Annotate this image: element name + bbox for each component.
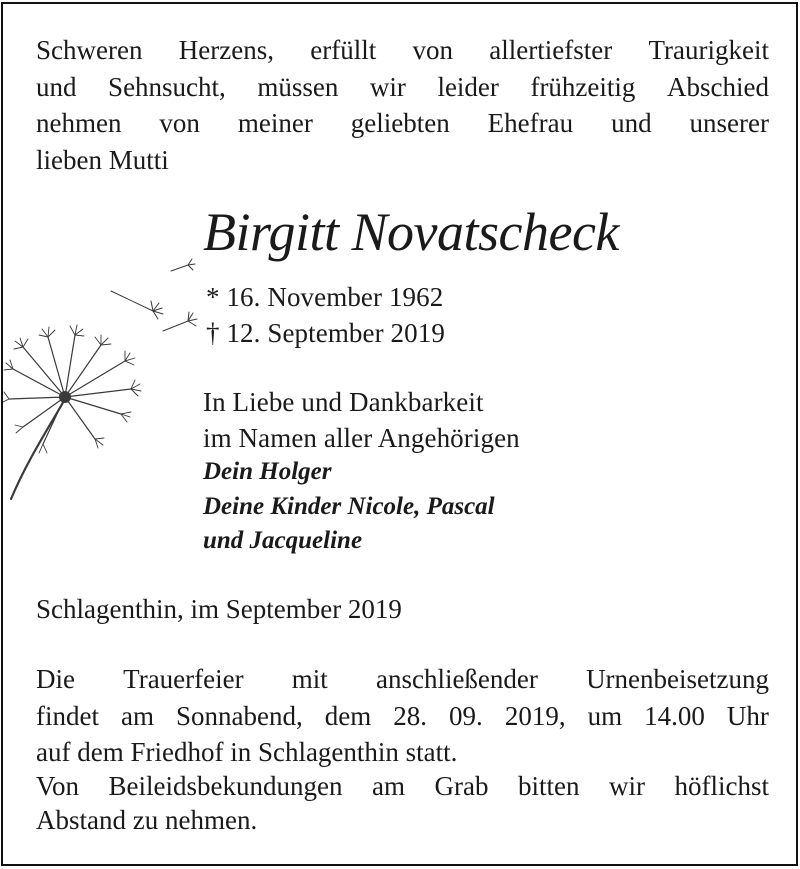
funeral-line-2 [36,700,769,732]
word: und [611,108,652,138]
word: 28. [393,701,428,731]
word: geliebten [350,108,450,138]
mourners-line-1: In Liebe und Dankbarkeit [203,387,484,417]
word: und [36,72,77,102]
word: Die [36,664,75,694]
word: findet [36,701,99,731]
death-date: † 12. September 2019 [206,318,445,348]
birth-date: * 16. November 1962 [206,282,444,312]
intro-line-2 [36,71,769,103]
mourners-line-2: im Namen aller Angehörigen [203,423,520,453]
word: 2019, [504,701,566,731]
funeral-line-3: auf dem Friedhof in Schlagenthin statt. [36,737,458,767]
intro-line-3 [36,107,769,139]
word: Sehnsucht, [108,72,226,102]
word: Uhr [726,701,769,731]
deceased-name: Birgitt Novatscheck [203,202,619,262]
word: wir [369,72,406,102]
place-date: Schlagenthin, im September 2019 [36,594,402,624]
mourner-name: Deine Kinder Nicole, Pascal [203,493,495,520]
word: mit [291,664,328,694]
word: Trauerfeier [123,664,244,694]
mourner-name: Dein Holger [203,458,332,485]
mourner-name: und Jacqueline [203,527,363,554]
word: Grab [434,771,489,801]
word: Traurigkeit [648,35,769,65]
word: Ehefrau [487,108,574,138]
word: wir [608,771,645,801]
funeral-line-1 [36,663,769,695]
word: allertiefster [489,35,613,65]
word: Herzens, [178,35,274,65]
word: unserer [689,108,769,138]
word: nehmen [36,108,122,138]
word: um [587,701,623,731]
word: dem [324,701,372,731]
word: Schweren [36,35,143,65]
word: 14.00 [644,701,705,731]
word: von [159,108,200,138]
dandelion-icon [3,249,203,509]
word: meiner [237,108,313,138]
word: frühzeitig [530,72,636,102]
word: am [121,701,154,731]
word: erfüllt [310,35,377,65]
word: Von [36,771,80,801]
funeral-line-4 [36,770,769,802]
intro-line-1 [36,34,769,66]
word: Urnenbeisetzung [586,664,769,694]
word: Sonnabend, [176,701,303,731]
word: Beileidsbekundungen [108,771,343,801]
obituary-notice [1,2,798,866]
word: 09. [449,701,483,731]
intro-line-4: lieben Mutti [36,145,169,175]
word: anschließender [375,664,538,694]
word: am [372,771,405,801]
word: leider [437,72,499,102]
word: müssen [257,72,339,102]
word: Abschied [666,72,769,102]
word: höflichst [674,771,769,801]
funeral-line-5: Abstand zu nehmen. [36,805,258,835]
word: von [412,35,453,65]
word: bitten [517,771,580,801]
